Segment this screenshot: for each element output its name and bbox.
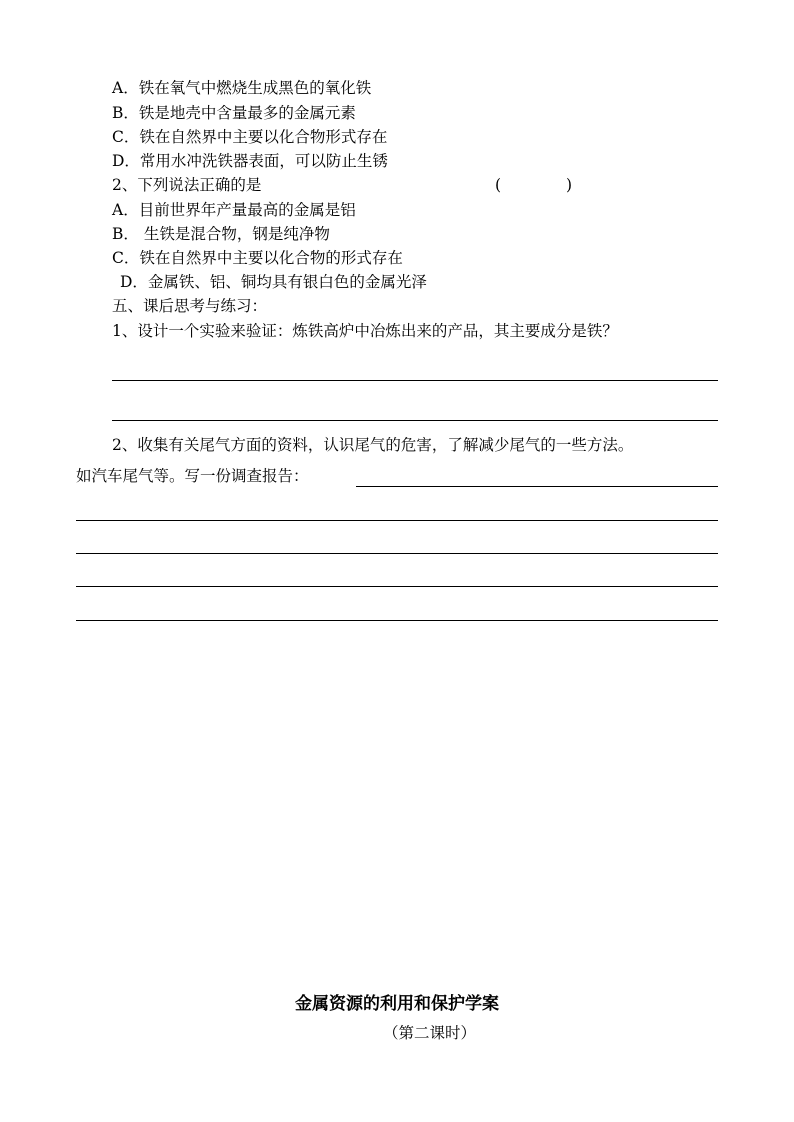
answer-line-3 [356,486,718,487]
q1-option-a: A．铁在氧气中燃烧生成黑色的氧化铁 [112,79,372,97]
q2-option-c: C．铁在自然界中主要以化合物的形式存在 [112,249,403,267]
section5-item1: 1、设计一个实验来验证：炼铁高炉中冶炼出来的产品，其主要成分是铁？ [112,322,618,340]
answer-line-4 [76,520,718,521]
q2-stem: 2、下列说法正确的是 [112,176,262,194]
q2-option-b: B． 生铁是混合物，钢是纯净物 [112,225,330,243]
q2-answer-paren-open: ( [495,176,502,194]
section5-item2-line2: 如汽车尾气等。写一份调查报告： [76,467,309,485]
answer-line-1 [112,380,718,381]
q2-option-a: A．目前世界年产量最高的金属是铝 [112,201,356,219]
document-title: 金属资源的利用和保护学案 [295,994,499,1014]
answer-line-6 [76,586,718,587]
answer-line-5 [76,553,718,554]
q2-option-d: D．金属铁、铝、铜均具有银白色的金属光泽 [120,273,427,291]
q2-answer-paren-close: ) [566,176,573,194]
q1-option-c: C．铁在自然界中主要以化合物形式存在 [112,128,388,146]
answer-line-2 [112,420,718,421]
q1-option-d: D．常用水冲洗铁器表面，可以防止生锈 [112,152,388,170]
document-subtitle: （第二课时） [383,1024,477,1042]
section5-heading: 五、课后思考与练习： [112,297,268,315]
q1-option-b: B．铁是地壳中含量最多的金属元素 [112,104,356,122]
answer-line-7 [76,620,718,621]
section5-item2-line1: 2、收集有关尾气方面的资料，认识尾气的危害，了解减少尾气的一些方法。 [112,436,634,454]
